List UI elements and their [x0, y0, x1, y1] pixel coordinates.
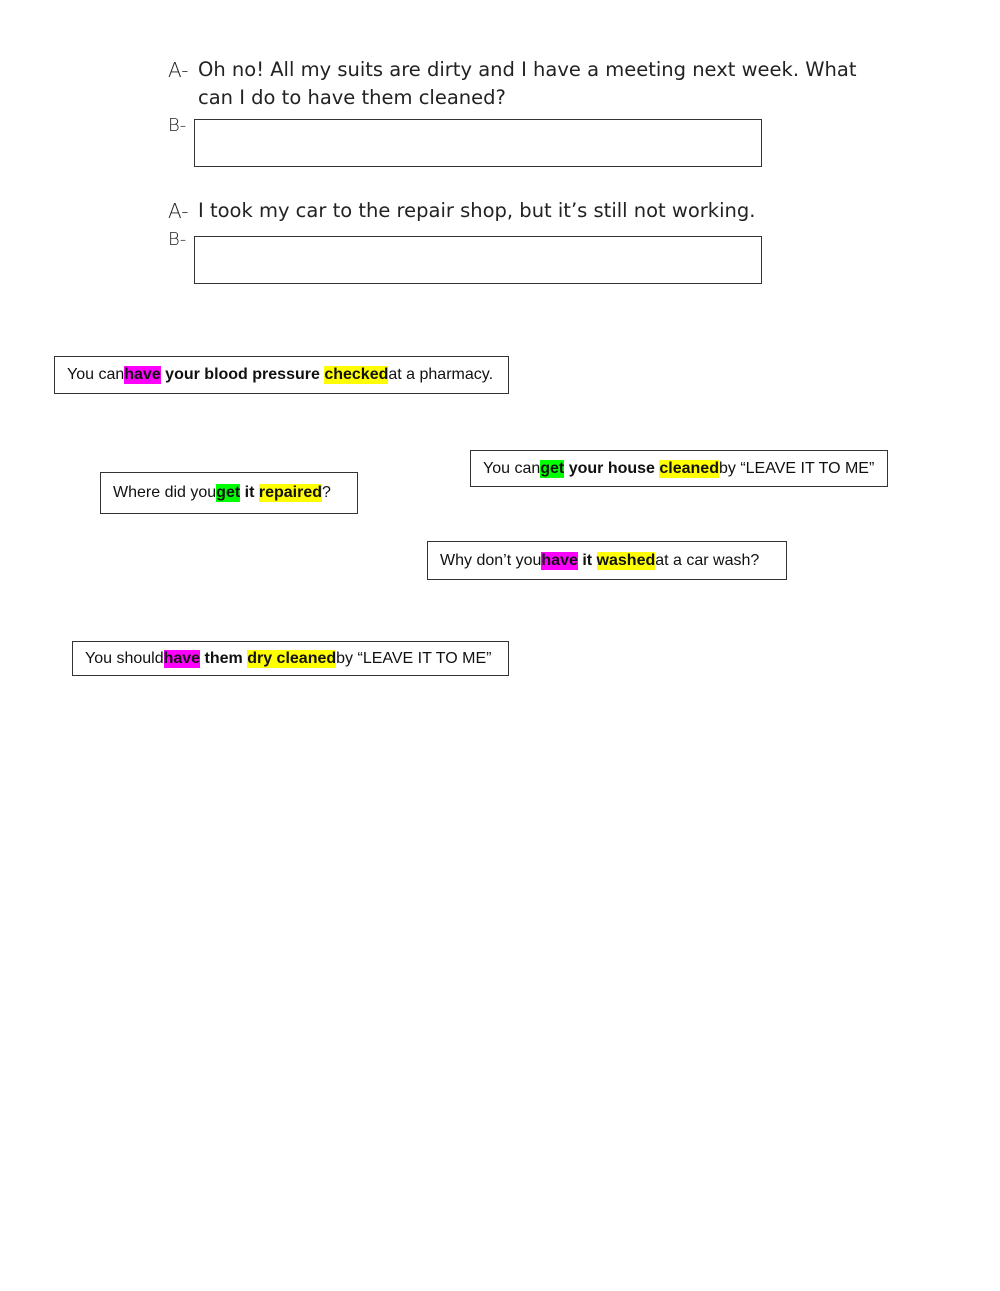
card-text-pre: You can — [483, 459, 541, 477]
card-text-pre: You should — [85, 649, 164, 667]
answer-drop-zone-1[interactable] — [194, 119, 762, 167]
card-verb-get: get — [540, 459, 565, 477]
card-verb-have: have — [541, 551, 578, 569]
card-verb-have: have — [124, 366, 161, 383]
answer-input-2[interactable] — [195, 237, 761, 283]
speaker-a-label: A- — [168, 58, 189, 82]
answer-card-house-cleaned[interactable] — [470, 450, 888, 487]
answer-card-dry-cleaned[interactable] — [72, 641, 509, 676]
answer-card-car-wash[interactable] — [427, 541, 787, 580]
card-text-post: at a pharmacy. — [388, 366, 494, 383]
answer-input-1[interactable] — [195, 120, 761, 166]
card-text-post: ? — [322, 484, 331, 501]
card-participle: washed — [596, 551, 656, 569]
card-text-post: at a car wash? — [655, 551, 760, 569]
question-1-line-2: can I do to have them cleaned? — [198, 86, 506, 109]
card-text-pre: You can — [67, 366, 125, 383]
card-text-pre: Why don’t you — [440, 551, 542, 569]
answer-card-blood-pressure[interactable] — [54, 356, 509, 394]
card-object: it — [582, 551, 593, 569]
card-verb-get: get — [216, 484, 241, 501]
card-text-post: by “LEAVE IT TO ME” — [336, 649, 492, 667]
card-object: it — [244, 484, 255, 501]
question-1-line-1: Oh no! All my suits are dirty and I have a meeting next week. What — [198, 58, 857, 81]
card-participle: cleaned — [659, 459, 719, 477]
answer-drop-zone-2[interactable] — [194, 236, 762, 284]
card-participle: checked — [324, 366, 389, 383]
card-object: your blood pressure — [165, 366, 320, 383]
card-text-pre: Where did you — [113, 484, 217, 501]
speaker-a-label: A- — [168, 199, 189, 223]
speaker-b-label: B- — [168, 115, 187, 136]
question-2-line-1: I took my car to the repair shop, but it’s still not working. — [198, 199, 756, 222]
card-participle: repaired — [258, 484, 322, 501]
speaker-b-label: B- — [168, 229, 187, 250]
answer-card-where-repaired[interactable] — [100, 472, 358, 514]
card-verb-have: have — [163, 649, 201, 667]
card-object: your house — [568, 459, 655, 477]
card-participle: dry cleaned — [247, 649, 337, 667]
card-text-post: by “LEAVE IT TO ME” — [718, 459, 875, 477]
card-object: them — [204, 649, 243, 667]
